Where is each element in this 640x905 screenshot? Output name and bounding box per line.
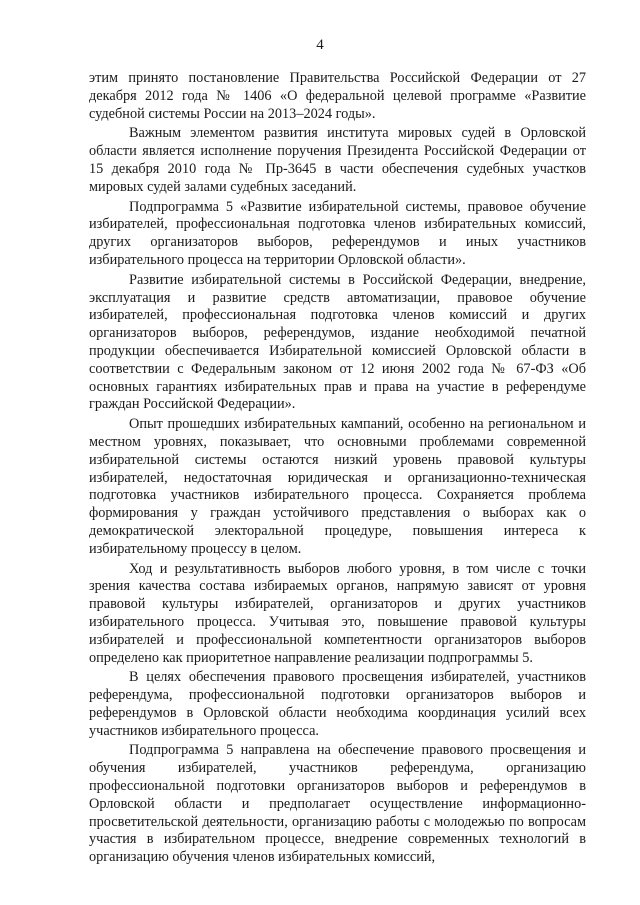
- paragraph-3: Подпрограмма 5 «Развитие избирательной системы, правовое обучение избирателей, профессиональная подготовка членов избирательных комиссий, других организаторов выборов, референдумов и иных участников избирательного процесса на территории Орловской области».: [89, 198, 586, 268]
- paragraph-1: этим принято постановление Правительства Российской Федерации от 27 декабря 2012 года № 1406 «О федеральной целевой программе «Развитие судебной системы России на 2013–2024 годы».: [89, 70, 586, 122]
- paragraph-5: Опыт прошедших избирательных кампаний, особенно на региональном и местном уровнях, показывает, что основными проблемами современной избирательной системы остаются низкий уровень правовой культуры избирателей, недостаточная юридическая и организационно-техническая подготовка участников избирательного процесса. Сохраняется проблема формирования у граждан устойчивого представления о выборах как о демократической электоральной процедуре, повышения интереса к избирательному процессу в целом.: [89, 416, 586, 557]
- paragraph-4: Развитие избирательной системы в Российской Федерации, внедрение, эксплуатация и развитие средств автоматизации, правовое обучение избирателей, профессиональная подготовка членов комиссий и других организаторов выборов, референдумов, издание необходимой печатной продукции обеспечивается Избирательной комиссией Орловской области в соответствии с Федеральным законом от 12 июня 2002 года № 67-ФЗ «Об основных гарантиях избирательных прав и права на участие в референдуме граждан Российской Федерации».: [89, 271, 586, 413]
- paragraph-8: Подпрограмма 5 направлена на обеспечение правового просвещения и обучения избирателей, участников референдума, организацию профессиональной подготовки организаторов выборов и референдумов в Орловской области и предполагает осуществление информационно-просветительской деятельности, организацию работы с молодежью по вопросам участия в избирательном процессе, внедрение современных технологий в организацию обучения членов избирательных комиссий,: [89, 742, 586, 866]
- page-number: 4: [316, 37, 324, 53]
- paragraph-2: Важным элементом развития института мировых судей в Орловской области является исполнение поручения Президента Российской Федерации от 15 декабря 2010 года № Пр-3645 в части обеспечения судебных участков мировых судей залами судебных заседаний.: [89, 125, 586, 195]
- document-body: [89, 70, 586, 867]
- paragraph-6: Ход и результативность выборов любого уровня, в том числе с точки зрения качества состава избираемых органов, напрямую зависят от уровня правовой культуры избирателей, организаторов и других участников избирательного процесса. Учитывая это, повышение правовой культуры избирателей и профессиональной компетентности организаторов выборов определено как приоритетное направление реализации подпрограммы 5.: [89, 560, 586, 666]
- paragraph-7: В целях обеспечения правового просвещения избирателей, участников референдума, профессиональной подготовки организаторов выборов и референдумов в Орловской области необходима координация усилий всех участников избирательного процесса.: [89, 669, 586, 739]
